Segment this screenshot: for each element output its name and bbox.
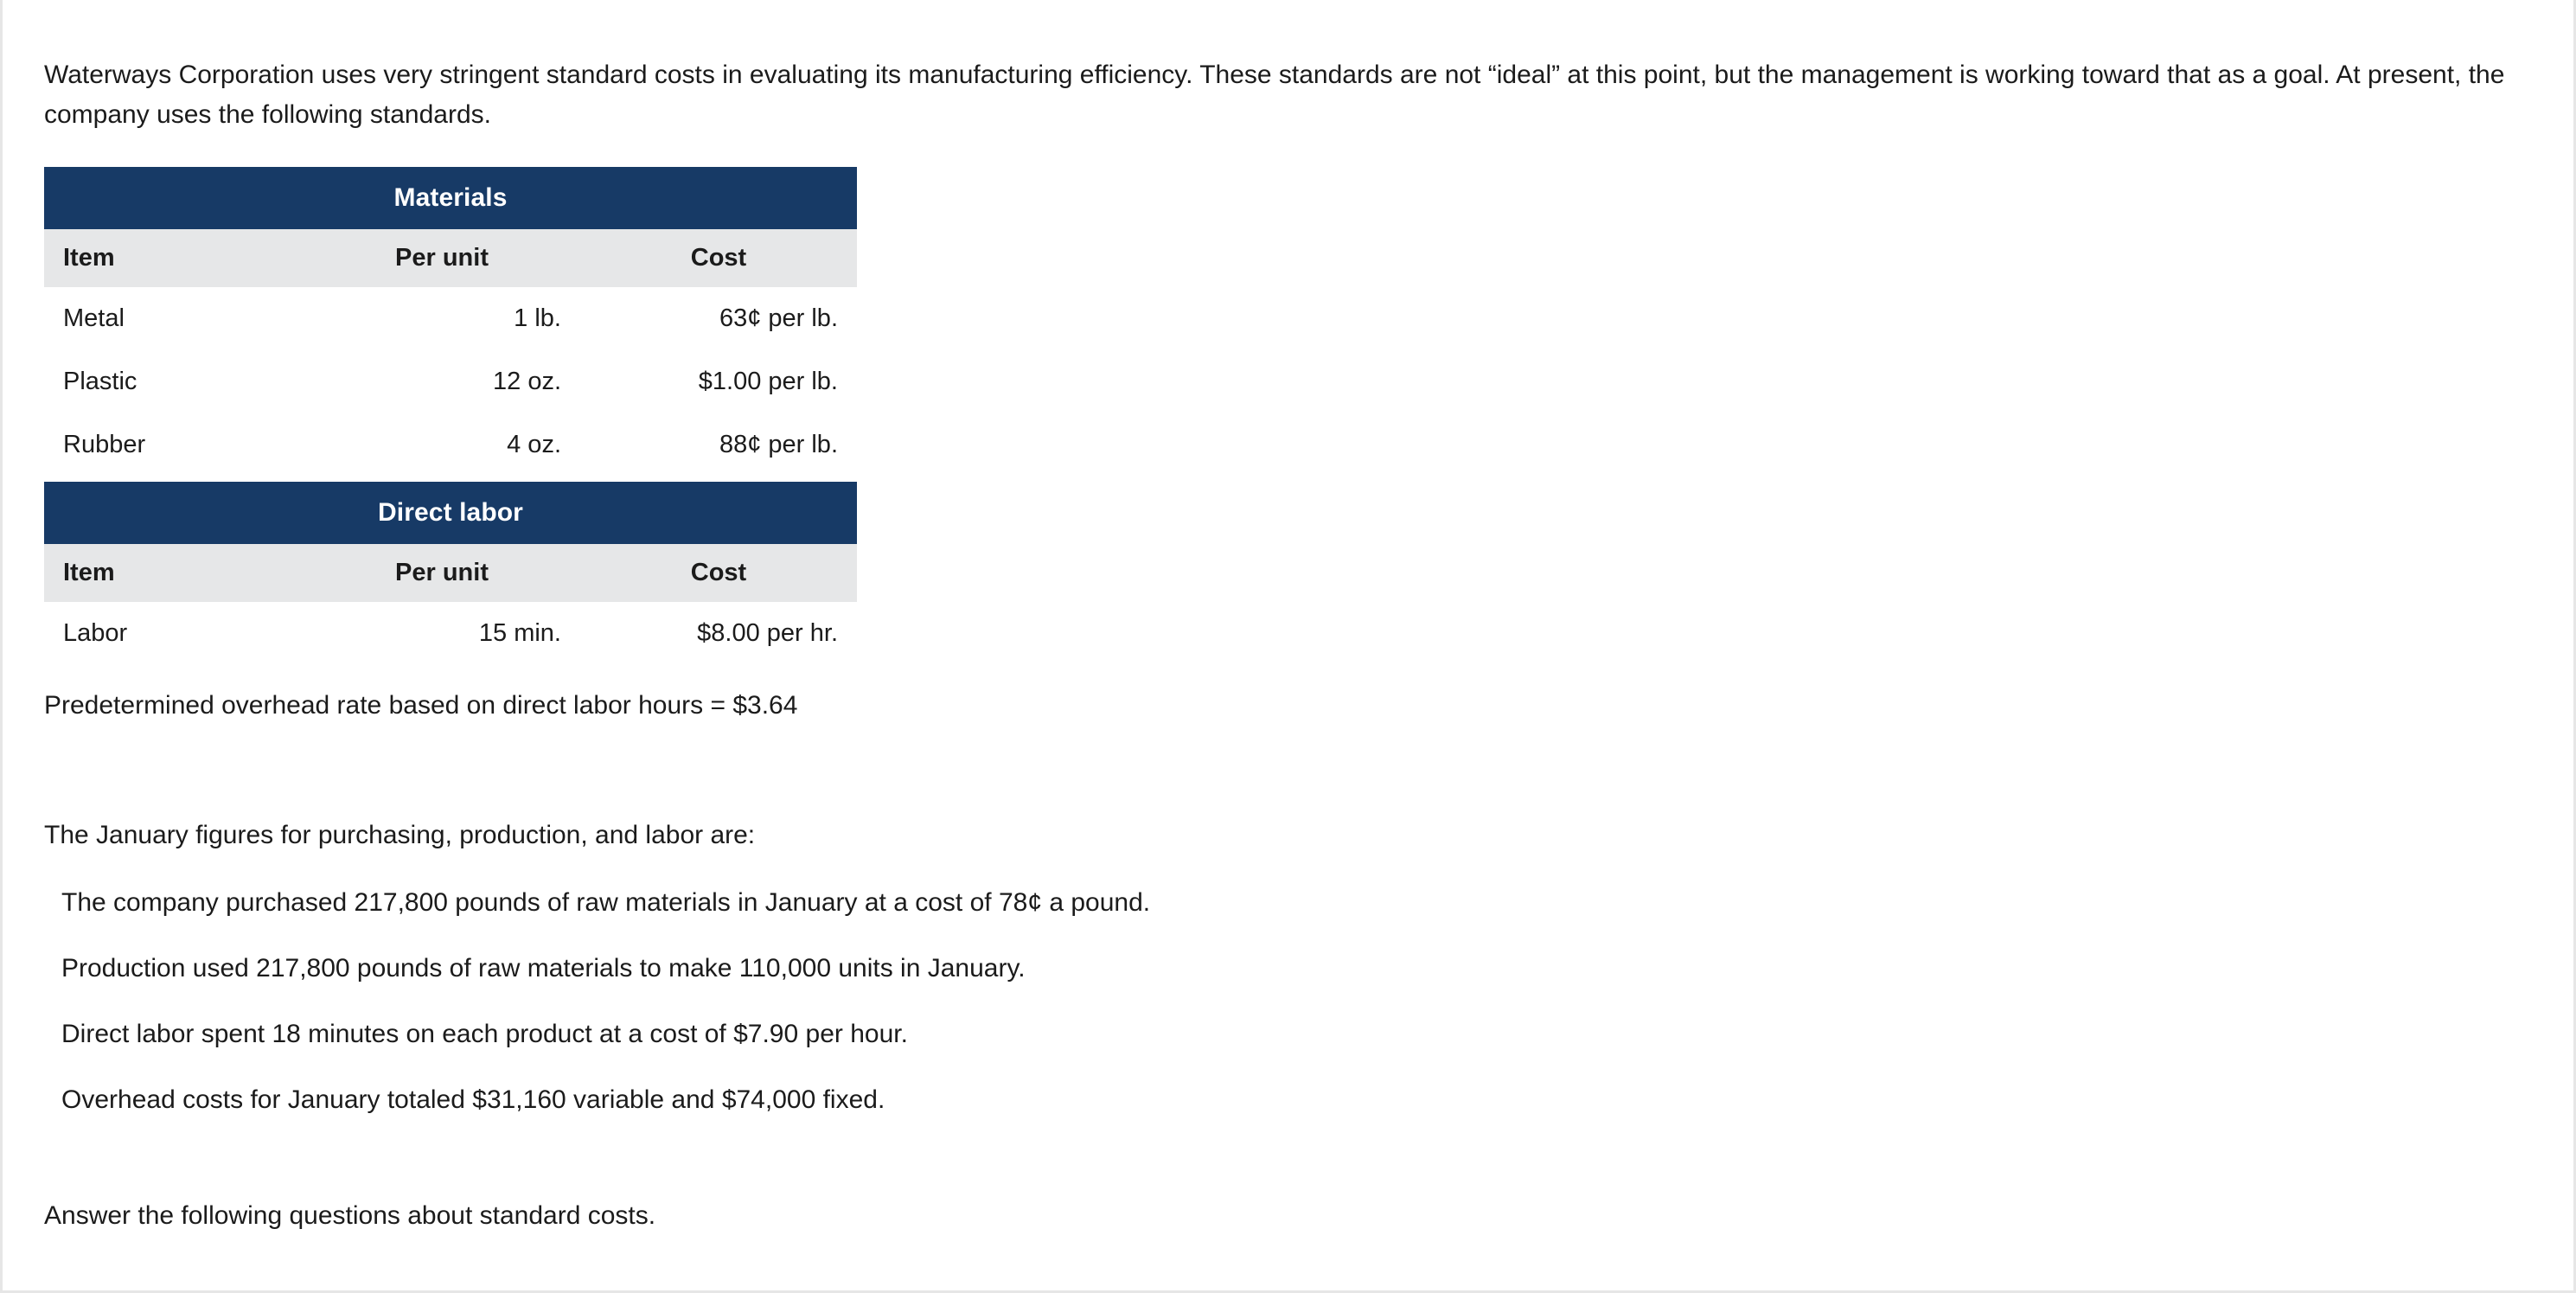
materials-band-title: Materials	[44, 167, 857, 229]
materials-row0-cost: 63¢ per lb.	[580, 287, 857, 350]
labor-row0-item: Labor	[44, 602, 304, 665]
labor-row0-cost: $8.00 per hr.	[580, 602, 857, 665]
table-row	[44, 602, 857, 665]
materials-band-row	[44, 167, 857, 229]
materials-row2-cost: 88¢ per lb.	[580, 413, 857, 477]
answer-prompt: Answer the following questions about standard costs.	[44, 1201, 656, 1231]
materials-row0-per-unit: 1 lb.	[304, 287, 580, 350]
list-item: Overhead costs for January totaled $31,160 variable and $74,000 fixed.	[61, 1085, 885, 1115]
intro-paragraph: Waterways Corporation uses very stringent standard costs in evaluating its manufacturing efficiency. These standards are not “ideal” at this point, but the management is working toward that as a goal. At present, the company uses the following standards.	[44, 61, 2505, 129]
labor-col-per-unit: Per unit	[304, 544, 580, 602]
labor-band-title: Direct labor	[44, 482, 857, 544]
labor-col-cost: Cost	[580, 544, 857, 602]
table-row	[44, 413, 857, 477]
materials-row1-per-unit: 12 oz.	[304, 350, 580, 413]
january-figures-list	[44, 888, 2532, 1115]
materials-row1-item: Plastic	[44, 350, 304, 413]
table-row	[44, 350, 857, 413]
labor-header-row	[44, 544, 857, 602]
materials-header-row	[44, 229, 857, 287]
materials-col-cost: Cost	[580, 229, 857, 287]
materials-col-item: Item	[44, 229, 304, 287]
materials-standards-table	[44, 167, 857, 665]
january-figures-heading: The January figures for purchasing, production, and labor are:	[44, 821, 756, 850]
list-item: Production used 217,800 pounds of raw materials to make 110,000 units in January.	[61, 954, 1026, 983]
materials-col-per-unit: Per unit	[304, 229, 580, 287]
labor-col-item: Item	[44, 544, 304, 602]
overhead-rate-line: Predetermined overhead rate based on direct labor hours = $3.64	[44, 691, 798, 720]
materials-row2-item: Rubber	[44, 413, 304, 477]
standards-tables	[44, 167, 2532, 665]
labor-band-row	[44, 482, 857, 544]
table-row	[44, 287, 857, 350]
labor-row0-per-unit: 15 min.	[304, 602, 580, 665]
list-item: The company purchased 217,800 pounds of raw materials in January at a cost of 78¢ a pound.	[61, 888, 1151, 918]
page-content	[3, 55, 2573, 1265]
materials-row2-per-unit: 4 oz.	[304, 413, 580, 477]
materials-row0-item: Metal	[44, 287, 304, 350]
materials-row1-cost: $1.00 per lb.	[580, 350, 857, 413]
list-item: Direct labor spent 18 minutes on each product at a cost of $7.90 per hour.	[61, 1020, 908, 1049]
